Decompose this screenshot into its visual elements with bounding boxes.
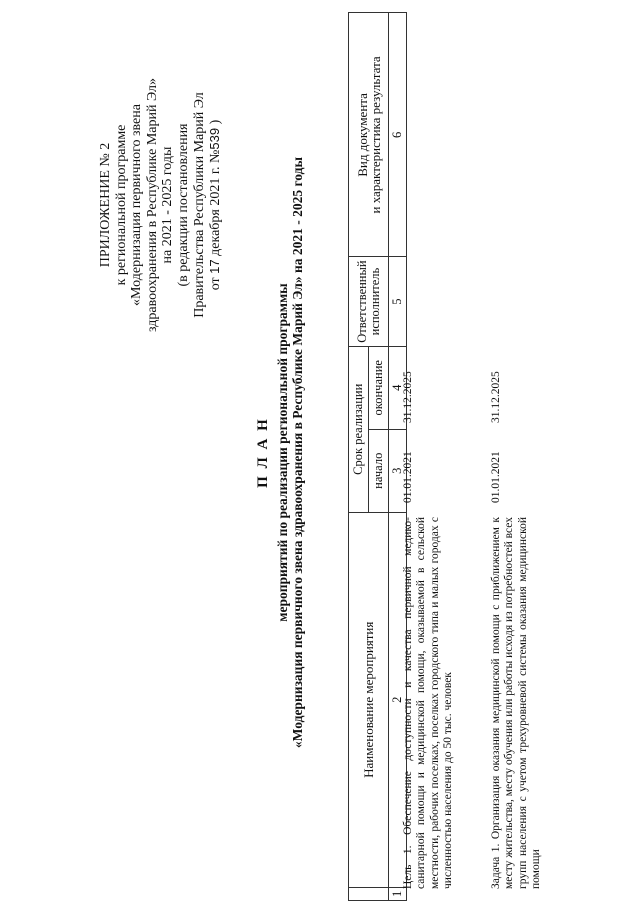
col-number: 5 xyxy=(389,257,407,346)
appendix-line: здравоохранения в Республике Марий Эл» xyxy=(144,77,160,333)
appendix-date-line xyxy=(207,25,224,385)
plan-heading: П Л А Н xyxy=(255,417,271,488)
col-number: 6 xyxy=(389,13,407,257)
col-number: 3 xyxy=(389,429,407,512)
date-prefix: от xyxy=(208,277,224,291)
appendix-line: на 2021 - 2025 годы xyxy=(160,146,176,264)
row-end-date: 31.12.2025 xyxy=(402,371,414,423)
appendix-line: к региональной программе xyxy=(113,124,129,286)
row-description: Цель 1. Обеспечение доступности и качества первичной медико-санитарной помощи и медицинской помощи, оказываемой в сельской местности, рабочих поселках, поселках городского типа и малых городах с численностью населения до 50 тыс. человек xyxy=(402,517,454,889)
appendix-line: «Модернизация первичного звена xyxy=(129,104,145,306)
row-description: Задача 1. Организация оказания медицинской помощи с приближением к месту жительства, месту обучения или работы исходя из потребностей всех групп населения с учетом трехуровневой системы оказания медицинской помощи xyxy=(490,517,542,889)
plan-subtitle-2: «Модернизация первичного звена здравоохранения в Республике Марий Эл» на 2021 - 2025 годы xyxy=(290,156,305,749)
row-end-date: 31.12.2025 xyxy=(490,371,502,423)
appendix-line: Правительства Республики Марий Эл xyxy=(191,92,207,318)
date-middle: декабря 2021 г. № xyxy=(208,149,224,256)
appendix-line: (в редакции постановления xyxy=(175,123,191,287)
header-period: Срок реализации xyxy=(349,346,369,512)
date-day: 17 xyxy=(207,259,223,274)
header-responsible: Ответственный исполнитель xyxy=(349,257,389,346)
row-start-date: 01.01.2021 xyxy=(490,451,502,503)
date-suffix: ) xyxy=(208,119,224,125)
col-1-header xyxy=(349,887,389,900)
col-number: 2 xyxy=(389,512,407,887)
header-start: начало xyxy=(369,429,389,512)
row-start-date: 01.01.2021 xyxy=(402,451,414,503)
appendix-line: ПРИЛОЖЕНИЕ № 2 xyxy=(98,142,113,268)
plan-table-header xyxy=(348,12,407,901)
plan-subtitle-1: мероприятий по реализации региональной программы xyxy=(275,283,290,622)
plan-title xyxy=(256,0,305,905)
header-name: Наименование мероприятия xyxy=(349,512,389,887)
header-document: Вид документа и характеристика результата xyxy=(349,13,389,257)
col-number: 4 xyxy=(389,346,407,429)
header-end: окончание xyxy=(369,346,389,429)
appendix-block xyxy=(98,25,224,385)
col-number: 1 xyxy=(389,887,407,900)
resolution-number: 539 xyxy=(207,127,223,150)
